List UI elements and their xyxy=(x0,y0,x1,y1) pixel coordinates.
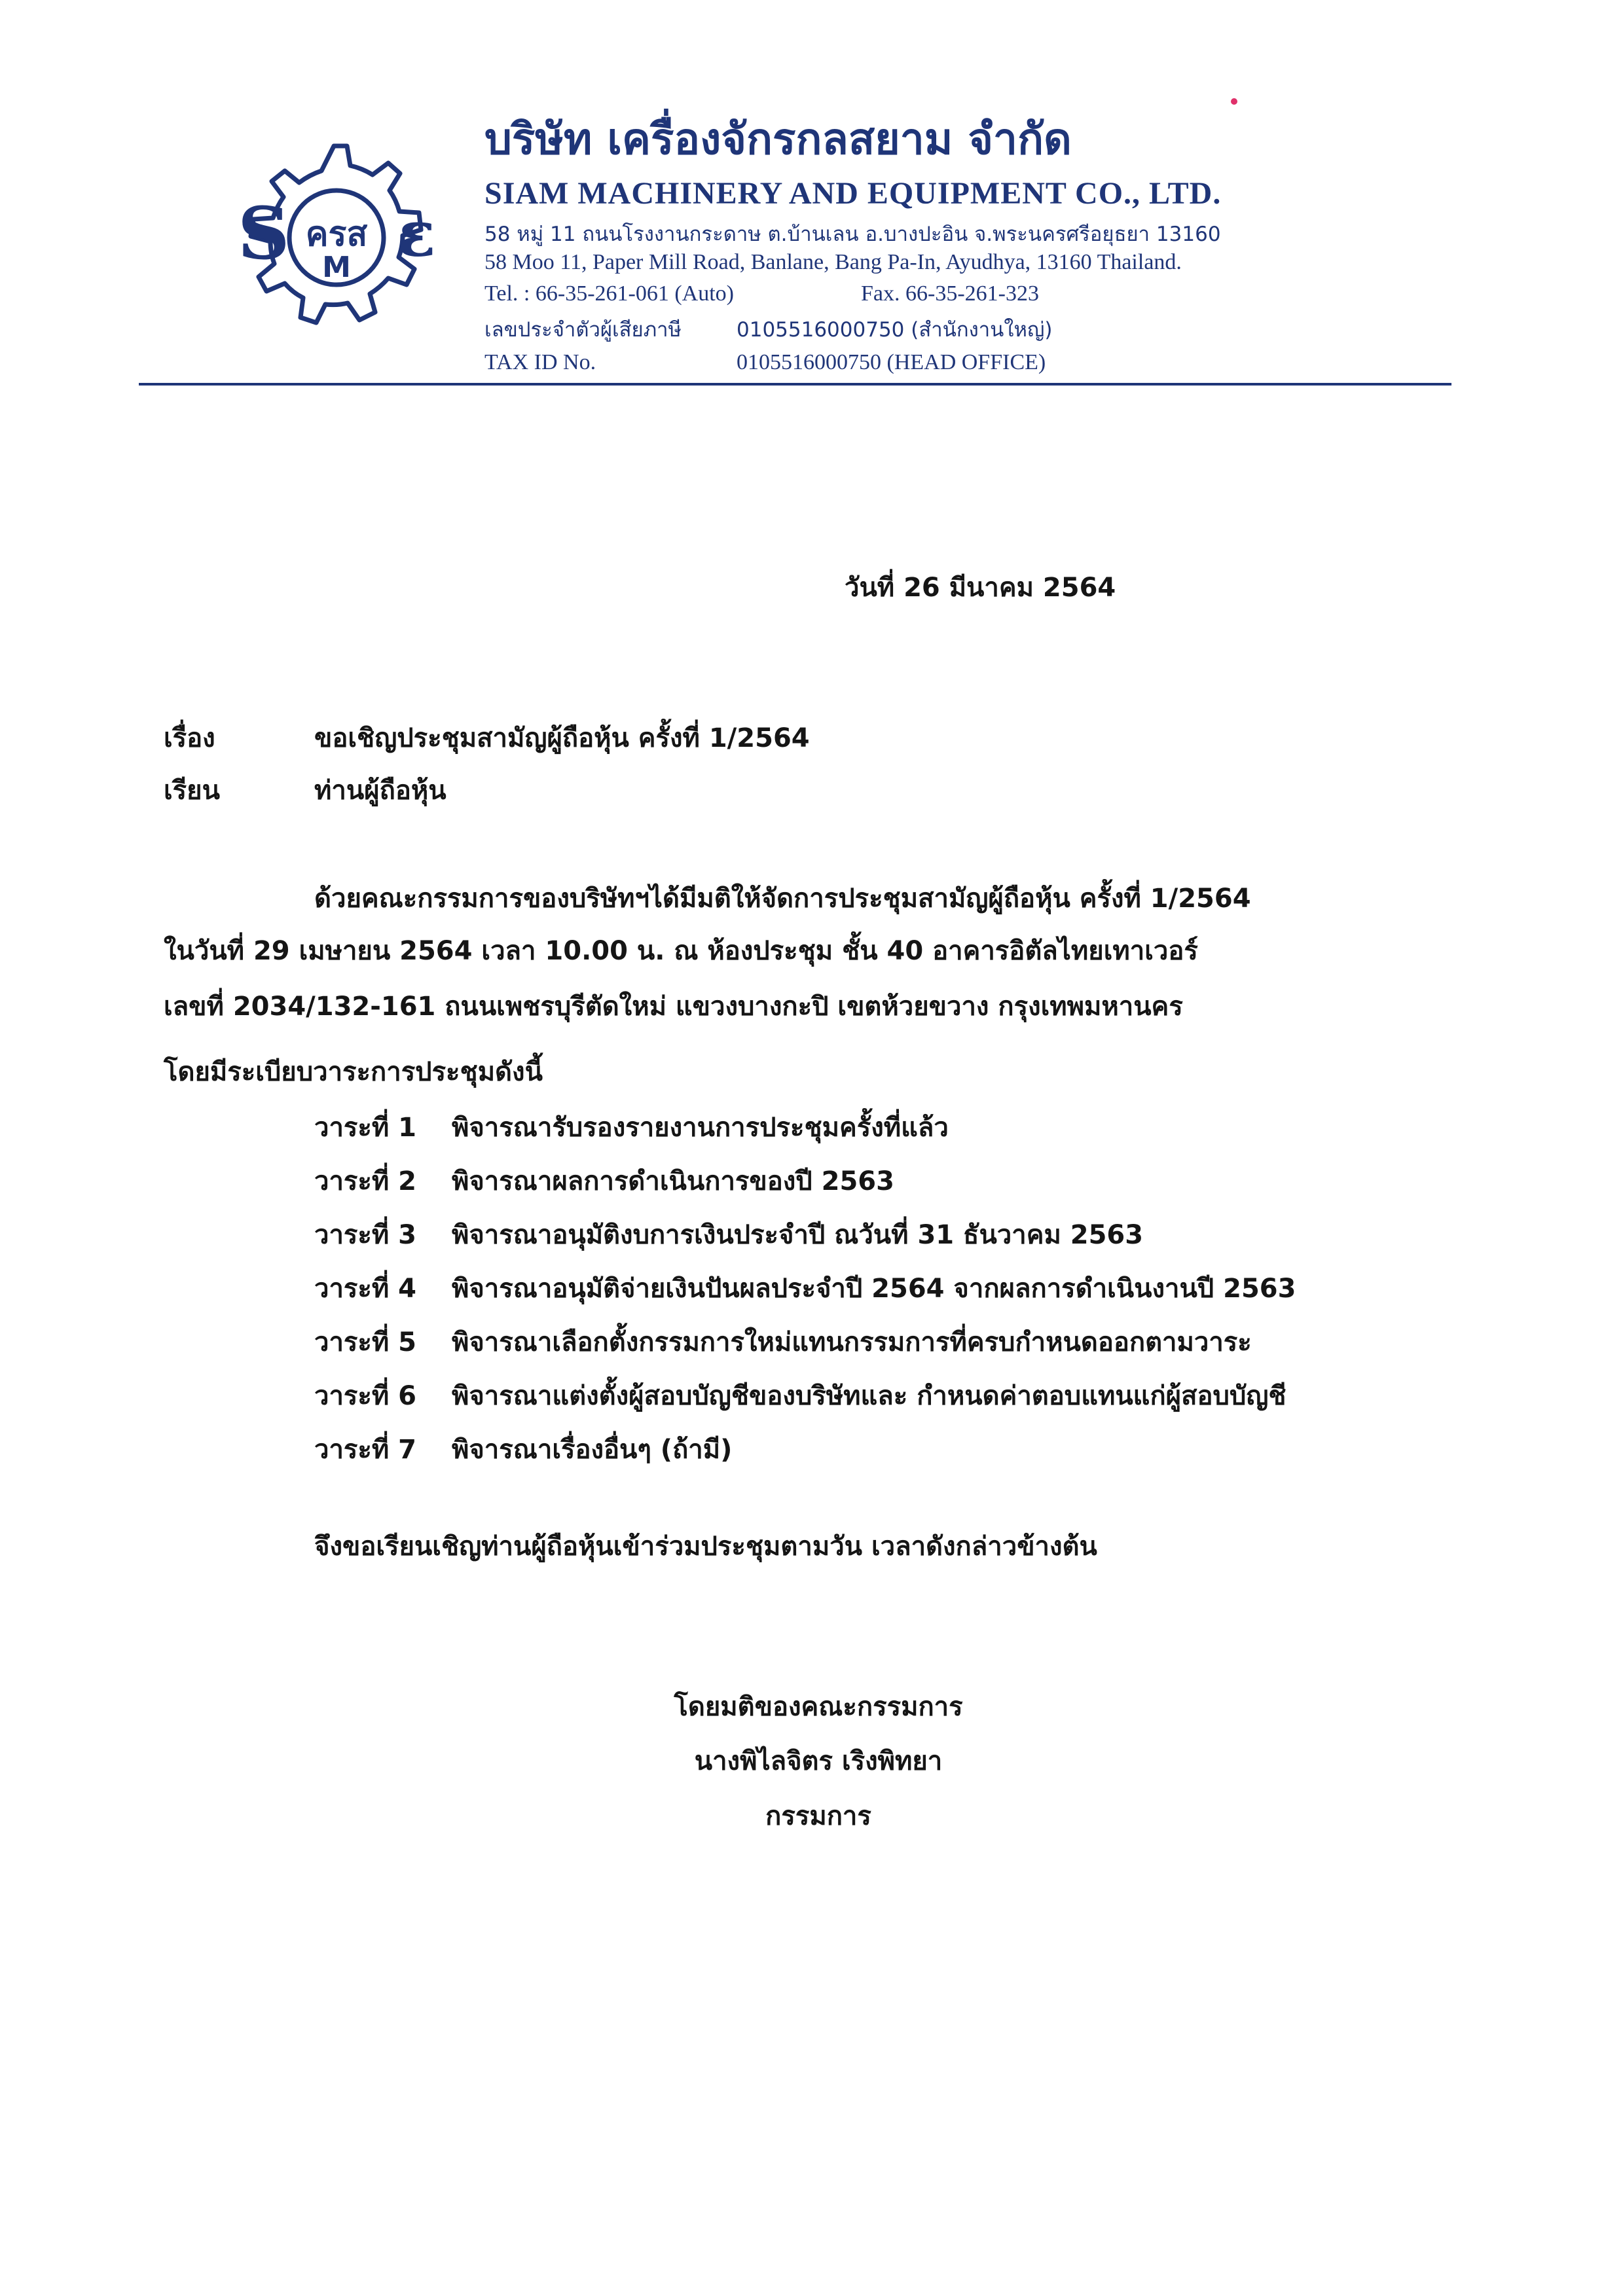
agenda-number: วาระที่ 3 xyxy=(314,1220,417,1250)
agenda-text: พิจารณาอนุมัติจ่ายเงินปันผลประจำปี 2564 จากผลการดำเนินงานปี 2563 xyxy=(452,1274,1296,1304)
company-name-english: SIAM MACHINERY AND EQUIPMENT CO., LTD. xyxy=(484,176,1222,211)
agenda-text: พิจารณาอนุมัติงบการเงินประจำปี ณวันที่ 31 ธันวาคม 2563 xyxy=(452,1220,1144,1250)
agenda-intro: โดยมีระเบียบวาระการประชุมดังนี้ xyxy=(164,1057,543,1087)
address-english: 58 Moo 11, Paper Mill Road, Banlane, Bang Pa-In, Ayudhya, 13160 Thailand. xyxy=(484,250,1182,274)
logo-text: ครส xyxy=(305,215,368,254)
agenda-text: พิจารณาเรื่องอื่นๆ (ถ้ามี) xyxy=(452,1435,733,1465)
agenda-number: วาระที่ 4 xyxy=(314,1274,417,1304)
closing-line: จึงขอเรียนเชิญท่านผู้ถือหุ้นเข้าร่วมประชุมตามวัน เวลาดังกล่าวข้างต้น xyxy=(314,1532,1097,1562)
tax-value-thai: 0105516000750 (สำนักงานใหญ่) xyxy=(737,318,1053,342)
company-logo xyxy=(213,134,455,344)
fax: Fax. 66-35-261-323 xyxy=(861,281,1039,306)
gear-logo-icon xyxy=(213,134,455,344)
agenda-text: พิจารณาเลือกตั้งกรรมการใหม่แทนกรรมการที่ครบกำหนดออกตามวาระ xyxy=(452,1327,1252,1357)
telephone: Tel. : 66-35-261-061 (Auto) xyxy=(484,281,734,306)
signature-name: นางพิไลจิตร เริงพิทยา xyxy=(694,1746,943,1776)
ink-mark xyxy=(1231,98,1237,105)
logo-e-letter: ε xyxy=(397,197,436,271)
recipient-text: ท่านผู้ถือหุ้น xyxy=(314,776,447,806)
signature-title: กรรมการ xyxy=(765,1801,871,1831)
paragraph-line-1: ด้วยคณะกรรมการของบริษัทฯได้มีมติให้จัดการประชุมสามัญผู้ถือหุ้น ครั้งที่ 1/2564 xyxy=(314,884,1251,914)
agenda-number: วาระที่ 1 xyxy=(314,1113,417,1143)
agenda-text: พิจารณาแต่งตั้งผู้สอบบัญชีของบริษัทและ กำหนดค่าตอบแทนแก่ผู้สอบบัญชี xyxy=(452,1381,1286,1411)
subject-text: ขอเชิญประชุมสามัญผู้ถือหุ้น ครั้งที่ 1/2564 xyxy=(314,723,810,753)
tax-label-english: TAX ID No. xyxy=(484,350,596,374)
letterhead-divider xyxy=(139,383,1451,386)
paragraph-line-3: เลขที่ 2034/132-161 ถนนเพชรบุรีตัดใหม่ แขวงบางกะปิ เขตห้วยขวาง กรุงเทพมหานคร xyxy=(164,992,1183,1022)
agenda-text: พิจารณารับรองรายงานการประชุมครั้งที่แล้ว xyxy=(452,1113,949,1143)
logo-m-letter: M xyxy=(322,251,351,284)
agenda-number: วาระที่ 5 xyxy=(314,1327,417,1357)
agenda-number: วาระที่ 7 xyxy=(314,1435,417,1465)
paragraph-line-2: ในวันที่ 29 เมษายน 2564 เวลา 10.00 น. ณ ห้องประชุม ชั้น 40 อาคารอิตัลไทยเทาเวอร์ xyxy=(164,936,1198,966)
tax-value-english: 0105516000750 (HEAD OFFICE) xyxy=(737,350,1046,374)
tax-label-thai: เลขประจำตัวผู้เสียภาษี xyxy=(484,318,682,342)
logo-s-letter: S xyxy=(238,191,290,276)
agenda-number: วาระที่ 2 xyxy=(314,1166,417,1196)
subject-label: เรื่อง xyxy=(164,723,215,753)
company-name-thai: บริษัท เครื่องจักรกลสยาม จำกัด xyxy=(484,114,1072,164)
recipient-label: เรียน xyxy=(164,776,220,806)
agenda-text: พิจารณาผลการดำเนินการของปี 2563 xyxy=(452,1166,894,1196)
agenda-number: วาระที่ 6 xyxy=(314,1381,417,1411)
signature-by: โดยมติของคณะกรรมการ xyxy=(674,1692,963,1722)
letter-date: วันที่ 26 มีนาคม 2564 xyxy=(845,573,1116,603)
address-thai: 58 หมู่ 11 ถนนโรงงานกระดาษ ต.บ้านเลน อ.บางปะอิน จ.พระนครศรีอยุธยา 13160 xyxy=(484,223,1221,246)
